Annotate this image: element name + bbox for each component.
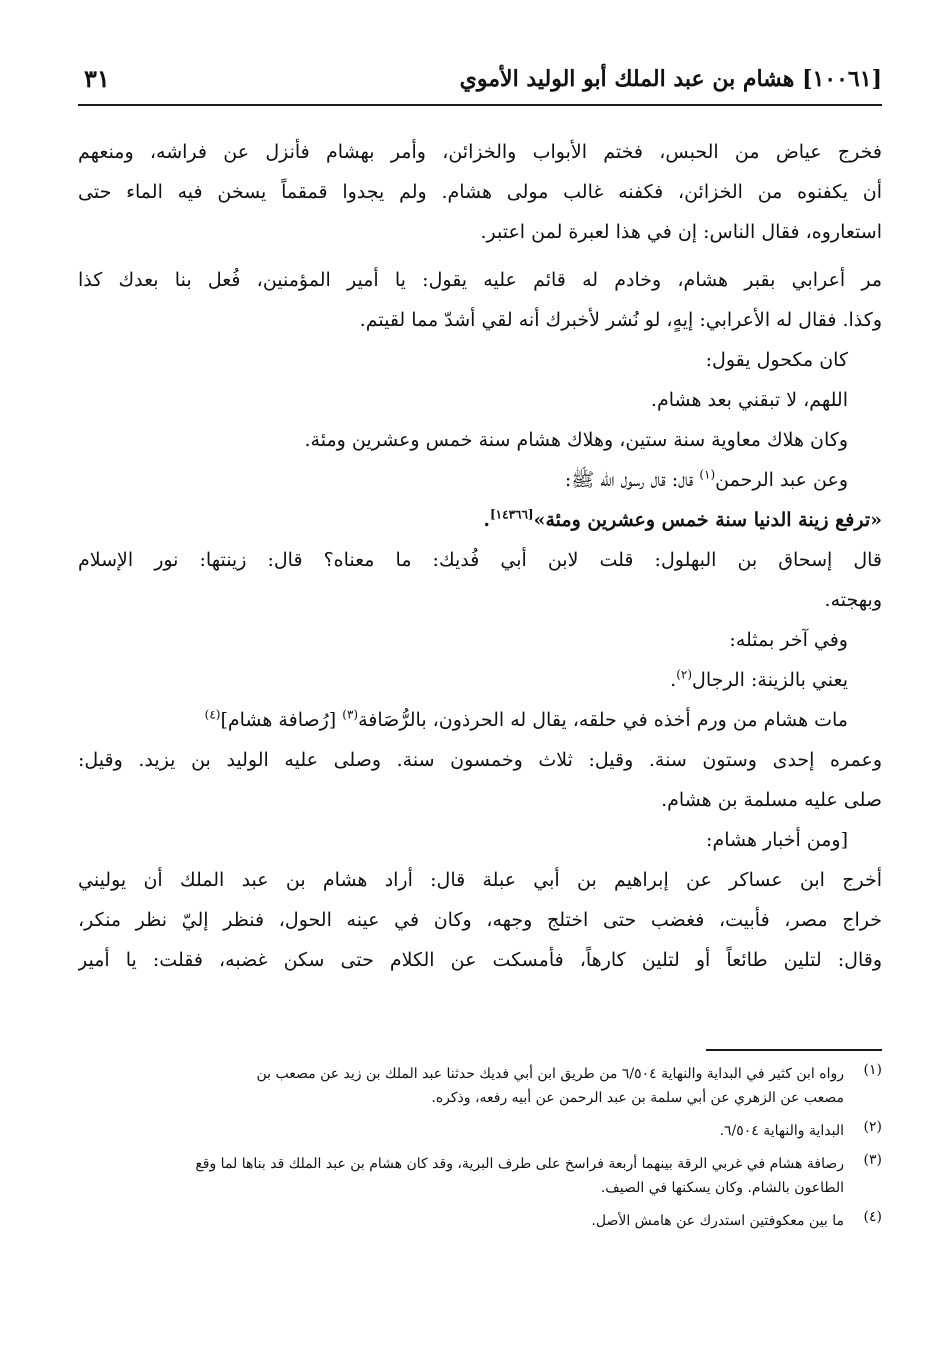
text-line: وقال: لتلين طائعاً أو لتلين كارهاً، فأمسكت عن الكلام حتى سكن غضبه، فقلت: يا أمير xyxy=(78,949,882,971)
hadith-end: . xyxy=(483,509,490,531)
footnotes xyxy=(78,1062,882,1242)
footnote xyxy=(78,1152,882,1200)
text-line: أن يكفنوه من الخزائن، فكفنه غالب مولى هشام. ولم يجدوا قمقماً يسخن فيه الماء حتى xyxy=(78,181,882,203)
footnote xyxy=(78,1209,882,1233)
text-segment: [رُصافة هشام] xyxy=(220,709,343,731)
text-line: قال إسحاق بن البهلول: قلت لابن أبي فُديك: ما معناه؟ قال: زينتها: نور الإسلام xyxy=(78,549,882,571)
text-line: مر أعرابي بقبر هشام، وخادم له قائم عليه يقول: يا أمير المؤمنين، فُعل بنا بعدك كذا xyxy=(78,269,882,291)
text-line: اللهم، لا تبقني بعد هشام. xyxy=(650,389,848,411)
footnote xyxy=(78,1062,882,1110)
text-segment: مات هشام من ورم أخذه في حلقه، يقال له الحرذون، بالرُّصَافة xyxy=(358,709,848,731)
text-line: خراج مصر، فأبيت، فغضب حتى اختلج وجهه، وكان في عينه الحول، فنظر إليّ نظر منكر، xyxy=(78,909,882,931)
text-line: صلى عليه مسلمة بن هشام. xyxy=(661,789,882,811)
hadith-intro-rest: قال: قال رسول الله ﷺ: xyxy=(564,469,700,491)
main-text xyxy=(78,132,882,1012)
footnote-text xyxy=(78,1209,844,1233)
footnote-line: مصعب عن الزهري عن أبي سلمة بن عبد الرحمن عن أبيه رفعه، وذكره. xyxy=(431,1090,844,1106)
running-head: [١٠٠٦١] هشام بن عبد الملك أبو الوليد الأموي xyxy=(459,66,882,92)
footnote-text xyxy=(78,1119,844,1143)
footnote-text xyxy=(78,1062,844,1110)
footnote-line: الطاعون بالشام. وكان يسكنها في الصيف. xyxy=(600,1180,844,1196)
footnote xyxy=(78,1119,882,1143)
text-line: وبهجته. xyxy=(824,589,882,611)
text-line: [ومن أخبار هشام: xyxy=(706,829,848,851)
hadith-text: «ترفع زينة الدنيا سنة خمس وعشرين ومئة» xyxy=(533,509,882,531)
footnote-text xyxy=(78,1152,844,1200)
footnote-number: (٣) xyxy=(863,1152,882,1168)
footnote-number: (١) xyxy=(863,1062,882,1078)
footnote-line: رواه ابن كثير في البداية والنهاية ٦/٥٠٤ من طريق ابن أبي فديك حدثنا عبد الملك بن زيد عن مصعب بن xyxy=(256,1066,844,1082)
text-line: أخرج ابن عساكر عن إبراهيم بن أبي عبلة قال: أراد هشام بن عبد الملك أن يوليني xyxy=(78,869,882,891)
hadith-intro: وعن عبد الرحمن xyxy=(715,469,848,491)
footnote-ref: (٣) xyxy=(342,707,359,722)
footnote-number: (٤) xyxy=(863,1209,882,1225)
hadith-number: [١٤٣٦٦] xyxy=(489,507,534,522)
footnote-line: البداية والنهاية ٦/٥٠٤. xyxy=(719,1123,844,1139)
footnote-ref: (٢) xyxy=(676,667,693,682)
footnote-ref: (١) xyxy=(699,467,716,482)
text-line xyxy=(78,700,882,740)
footnote-line: رصافة هشام في غربي الرقة بينهما أربعة فراسخ على طرف البرية، وقد كان هشام بن عبد الملك قد بناها لما وقع xyxy=(195,1156,844,1172)
text-line xyxy=(78,660,882,700)
hadith-text-line xyxy=(78,500,882,540)
text-line xyxy=(78,460,882,500)
text-line: وكان هلاك معاوية سنة ستين، وهلاك هشام سنة خمس وعشرين ومئة. xyxy=(304,429,848,451)
text-line: فخرج عياض من الحبس، فختم الأبواب والخزائن، وأمر بهشام فأنزل عن فراشه، ومنعهم xyxy=(78,141,882,163)
text-line: وعمره إحدى وستون سنة. وقيل: ثلاث وخمسون سنة. وصلى عليه الوليد بن يزيد. وقيل: xyxy=(78,749,882,771)
text-line: كان مكحول يقول: xyxy=(705,349,848,371)
text-line: وفي آخر بمثله: xyxy=(729,629,848,651)
footnote-ref: (٤) xyxy=(204,707,221,722)
text-segment: يعني بالزينة: الرجال xyxy=(692,669,848,691)
text-line: وكذا. فقال له الأعرابي: إيهٍ، لو نُشر لأخبرك أنه لقي أشدّ مما لقيتم. xyxy=(359,309,882,331)
text-segment: . xyxy=(670,669,677,691)
text-line: استعاروه، فقال الناس: إن في هذا لعبرة لمن اعتبر. xyxy=(480,221,882,243)
page-number: ٣١ xyxy=(84,64,110,93)
footnote-line: ما بين معكوفتين استدرك عن هامش الأصل. xyxy=(591,1213,844,1229)
footnote-divider xyxy=(706,1049,882,1051)
footnote-number: (٢) xyxy=(863,1119,882,1135)
page-header xyxy=(78,58,882,106)
